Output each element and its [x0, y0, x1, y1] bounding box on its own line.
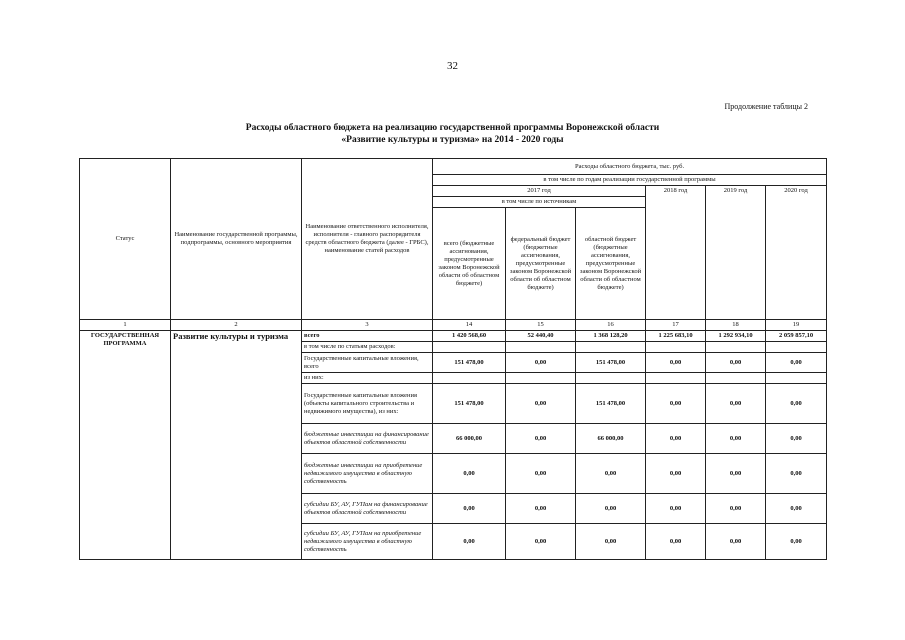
value-cell: 0,00: [766, 454, 827, 494]
row-label: бюджетные инвестиции на приобретение недвижимого имущества в областную собственность: [302, 454, 433, 494]
budget-table: [79, 158, 827, 560]
header-status: Статус: [80, 159, 171, 320]
value-cell: 0,00: [646, 494, 706, 524]
status-cell: ГОСУДАРСТВЕННАЯ ПРОГРАММА: [80, 331, 171, 560]
value-cell: 1 292 934,10: [706, 331, 766, 342]
value-cell: 151 478,00: [433, 353, 506, 373]
value-cell: 0,00: [646, 353, 706, 373]
col-num-1: 1: [80, 320, 171, 331]
value-cell: 151 478,00: [433, 384, 506, 424]
value-cell: 0,00: [433, 494, 506, 524]
title-line-2: «Развитие культуры и туризма» на 2014 - 2020 годы: [341, 135, 564, 145]
value-cell: 0,00: [506, 384, 576, 424]
col-num-14: 14: [433, 320, 506, 331]
header-by-year: в том числе по годам реализации государственной программы: [433, 175, 827, 186]
header-executor: Наименование ответственного исполнителя, исполнителя - главного распорядителя средств областного бюджета (далее - ГРБС), наименование статей расходов: [302, 159, 433, 320]
row-label: Государственные капитальные вложения (объекты капитального строительства и недвижимого имущества), из них:: [302, 384, 433, 424]
value-cell: 1 420 568,60: [433, 331, 506, 342]
col-num-2: 2: [171, 320, 302, 331]
value-cell: 0,00: [646, 524, 706, 560]
header-2019: 2019 год: [706, 186, 766, 320]
value-cell: 66 000,00: [433, 424, 506, 454]
col-num-19: 19: [766, 320, 827, 331]
value-cell: 0,00: [766, 494, 827, 524]
value-cell: 0,00: [706, 454, 766, 494]
page-number: 32: [447, 60, 458, 72]
row-label: субсидии БУ, АУ, ГУПам на приобретение недвижимого имущества в областную собственность: [302, 524, 433, 560]
row-label: в том числе по статьям расходов:: [302, 342, 433, 353]
document-title: [0, 122, 905, 146]
table-row: [80, 331, 827, 342]
value-cell: 0,00: [646, 384, 706, 424]
value-cell: 0,00: [506, 353, 576, 373]
value-cell: 1 368 128,20: [576, 331, 646, 342]
value-cell: 0,00: [576, 494, 646, 524]
value-cell: 0,00: [766, 384, 827, 424]
header-federal: федеральный бюджет (бюджетные ассигнования, предусмотренные законом Воронежской области об областном бюджете): [506, 208, 576, 320]
row-label: бюджетные инвестиции на финансирование объектов областной собственности: [302, 424, 433, 454]
header-2018: 2018 год: [646, 186, 706, 320]
continuation-label: Продолжение таблицы 2: [724, 102, 808, 111]
value-cell: 52 440,40: [506, 331, 576, 342]
value-cell: 0,00: [706, 524, 766, 560]
value-cell: 0,00: [706, 424, 766, 454]
program-name-cell: [171, 331, 302, 560]
header-regional: областной бюджет (бюджетные ассигнования, предусмотренные законом Воронежской области об областном бюджете): [576, 208, 646, 320]
header-2020: 2020 год: [766, 186, 827, 320]
value-cell: 0,00: [706, 353, 766, 373]
value-cell: 0,00: [433, 524, 506, 560]
header-2017: 2017 год: [433, 186, 646, 197]
col-num-16: 16: [576, 320, 646, 331]
value-cell: 151 478,00: [576, 353, 646, 373]
value-cell: 0,00: [506, 494, 576, 524]
value-cell: 0,00: [506, 424, 576, 454]
col-num-17: 17: [646, 320, 706, 331]
program-name: Развитие культуры и туризма: [173, 331, 289, 341]
header-name: Наименование государственной программы, подпрограммы, основного мероприятия: [171, 159, 302, 320]
value-cell: 151 478,00: [576, 384, 646, 424]
value-cell: 0,00: [766, 524, 827, 560]
row-label: Государственные капитальные вложения, всего: [302, 353, 433, 373]
value-cell: 1 225 683,10: [646, 331, 706, 342]
value-cell: 0,00: [576, 524, 646, 560]
value-cell: 2 059 857,10: [766, 331, 827, 342]
header-by-source: в том числе по источникам: [433, 197, 646, 208]
col-num-18: 18: [706, 320, 766, 331]
header-budget: Расходы областного бюджета, тыс. руб.: [433, 159, 827, 175]
row-label: из них:: [302, 373, 433, 384]
value-cell: 0,00: [766, 424, 827, 454]
col-num-3: 3: [302, 320, 433, 331]
title-line-1: Расходы областного бюджета на реализацию государственной программы Воронежской области: [245, 123, 660, 133]
value-cell: 0,00: [433, 454, 506, 494]
value-cell: 0,00: [706, 384, 766, 424]
row-label: субсидии БУ, АУ, ГУПам на финансирование объектов областной собственности: [302, 494, 433, 524]
value-cell: 66 000,00: [576, 424, 646, 454]
value-cell: 0,00: [506, 524, 576, 560]
col-num-15: 15: [506, 320, 576, 331]
value-cell: 0,00: [506, 454, 576, 494]
value-cell: 0,00: [646, 454, 706, 494]
value-cell: 0,00: [766, 353, 827, 373]
row-label: всего: [302, 331, 433, 342]
value-cell: 0,00: [646, 424, 706, 454]
value-cell: 0,00: [706, 494, 766, 524]
value-cell: 0,00: [576, 454, 646, 494]
header-total: всего (бюджетные ассигнования, предусмотренные законом Воронежской области об областном бюджете): [433, 208, 506, 320]
